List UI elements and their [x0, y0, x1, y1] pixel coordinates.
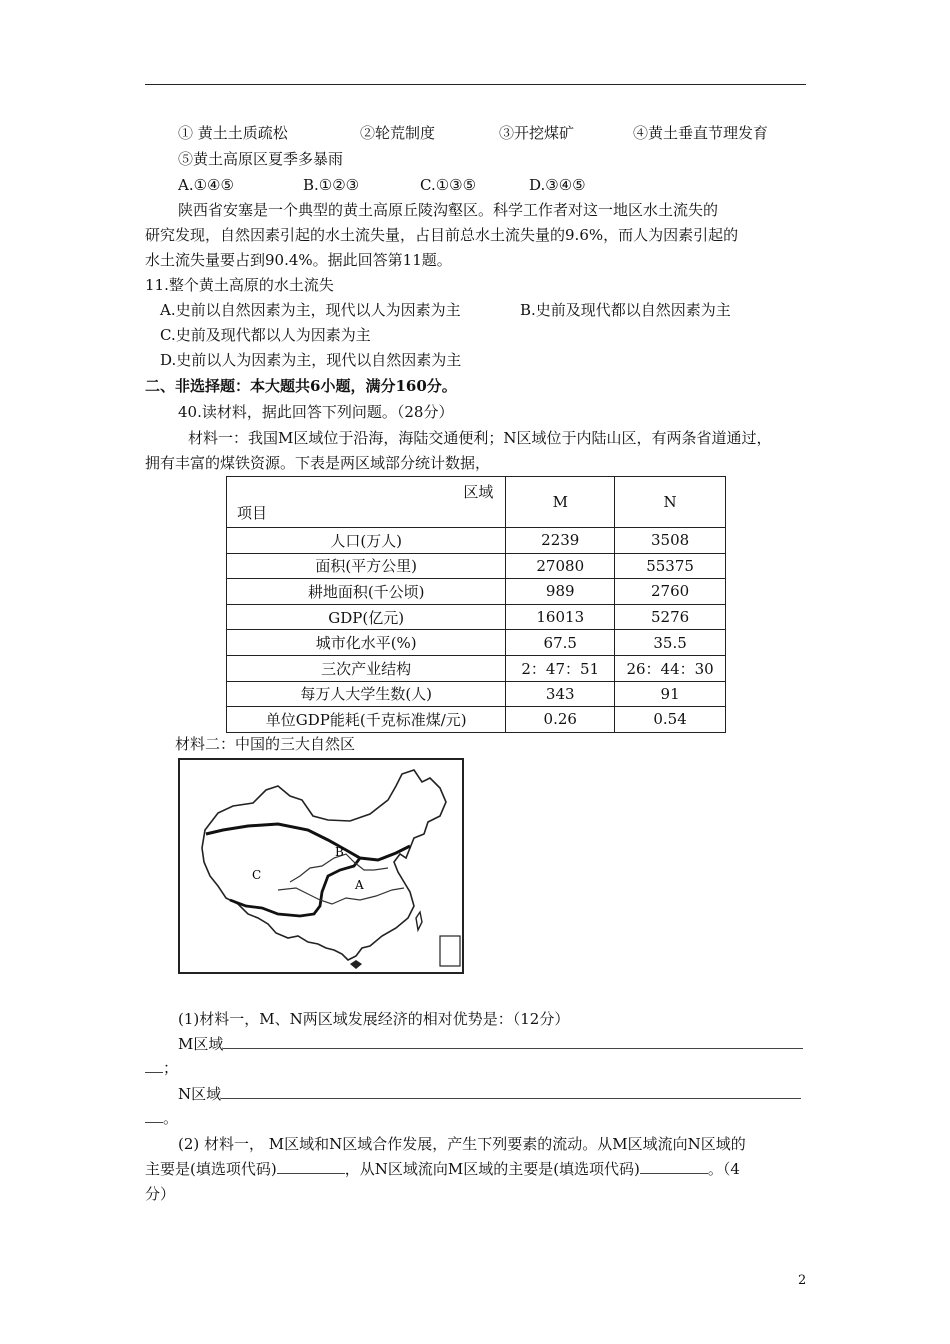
n-to-m-blank[interactable] [640, 1173, 708, 1174]
china-natural-regions-map [178, 758, 464, 974]
row-label: GDP(亿元) [227, 604, 506, 630]
q11-choice-a: A.史前以自然因素为主，现代以人为因素为主 [160, 301, 461, 319]
row-label: 城市化水平(%) [227, 630, 506, 656]
q11-choice-d: D.史前以人为因素为主，现代以自然因素为主 [160, 351, 462, 369]
row-label: 人口(万人) [227, 528, 506, 554]
sub2-line-2 [145, 1159, 740, 1179]
section-heading: 二、非选择题：本大题共6小题，满分160分。 [145, 377, 457, 395]
sub1-n-label: N区域 [178, 1085, 222, 1103]
sub2-text-a: 主要是(填选项代码) [145, 1160, 277, 1178]
cell-m: 989 [506, 579, 615, 605]
cell-n: 91 [615, 681, 726, 707]
cell-n: 0.54 [615, 707, 726, 733]
cell-n: 26：44：30 [615, 655, 726, 681]
sub2-line-1: (2) 材料一， M区域和N区域合作发展，产生下列要素的流动。从M区域流向N区域的 [178, 1135, 746, 1153]
n-answer-blank-cont[interactable] [145, 1122, 163, 1123]
sub1-m-line-end [145, 1058, 178, 1078]
row-label: 单位GDP能耗(千克标准煤/元) [227, 707, 506, 733]
q10-choice-d: D.③④⑤ [529, 176, 586, 194]
sub2-text-c: 。（4 [707, 1160, 740, 1178]
q10-choice-a: A.①④⑤ [178, 176, 234, 194]
material1-line-1: 材料一：我国M区域位于沿海，海陆交通便利；N区域位于内陆山区，有两条省道通过， [188, 429, 772, 447]
material2-title: 材料二：中国的三大自然区 [175, 735, 356, 753]
table-row [227, 655, 726, 681]
q10-option-1: ① 黄土土质疏松 [178, 124, 288, 142]
m-answer-blank-cont[interactable] [145, 1072, 163, 1073]
column-header-n: N [615, 477, 726, 528]
sub2-line-3: 分） [145, 1185, 176, 1203]
stats-table [226, 476, 726, 733]
cell-m: 16013 [506, 604, 615, 630]
table-row [227, 528, 726, 554]
cell-n: 35.5 [615, 630, 726, 656]
cell-m: 2：47：51 [506, 655, 615, 681]
table-row [227, 579, 726, 605]
corner-region-label: 区域 [463, 483, 494, 501]
cell-n: 55375 [615, 553, 726, 579]
table-row [227, 681, 726, 707]
table-header-row [227, 477, 726, 528]
cell-m: 2239 [506, 528, 615, 554]
cell-m: 67.5 [506, 630, 615, 656]
cell-m: 27080 [506, 553, 615, 579]
material1-line-2: 拥有丰富的煤铁资源。下表是两区域部分统计数据， [145, 454, 491, 472]
row-label: 每万人大学生数(人) [227, 681, 506, 707]
sub1-m-line [178, 1034, 803, 1054]
m-to-n-blank[interactable] [277, 1173, 345, 1174]
table-row [227, 630, 726, 656]
cell-m: 343 [506, 681, 615, 707]
q40-stem: 40.读材料，据此回答下列问题。（28分） [178, 403, 454, 421]
row-label: 三次产业结构 [227, 655, 506, 681]
q11-stem: 11.整个黄土高原的水土流失 [145, 276, 334, 294]
cell-n: 2760 [615, 579, 726, 605]
q11-choice-c: C.史前及现代都以人为因素为主 [160, 326, 371, 344]
header-rule [145, 84, 806, 85]
sub1-m-label: M区域 [178, 1035, 224, 1053]
row-label: 耕地面积(千公顷) [227, 579, 506, 605]
south-china-sea-inset [440, 936, 460, 966]
q10-option-3: ③开挖煤矿 [499, 124, 575, 142]
table-row [227, 707, 726, 733]
n-answer-blank[interactable] [221, 1098, 801, 1099]
row-label: 面积(平方公里) [227, 553, 506, 579]
column-header-m: M [506, 477, 615, 528]
cell-n: 3508 [615, 528, 726, 554]
q10-option-5: ⑤黄土高原区夏季多暴雨 [178, 150, 344, 168]
sub2-text-b: ，从N区域流向M区域的主要是(填选项代码) [344, 1160, 640, 1178]
page-number: 2 [798, 1273, 807, 1288]
q10-choice-b: B.①②③ [303, 176, 360, 194]
m-answer-blank[interactable] [223, 1048, 803, 1049]
sub1-n-end: 。 [163, 1109, 179, 1127]
map-label-a: A [355, 878, 364, 892]
passage-line-3: 水土流失量要占到90.4%。据此回答第11题。 [145, 251, 452, 269]
q10-choice-c: C.①③⑤ [420, 176, 477, 194]
sub1-n-line-end [145, 1108, 178, 1128]
table-corner-cell [227, 477, 506, 528]
map-label-c: C [252, 868, 262, 882]
map-label-b: B [335, 845, 344, 859]
q10-option-4: ④黄土垂直节理发育 [633, 124, 769, 142]
table-row [227, 553, 726, 579]
passage-line-1: 陕西省安塞是一个典型的黄土高原丘陵沟壑区。科学工作者对这一地区水土流失的 [178, 201, 719, 219]
sub1-stem: (1)材料一，M、N两区域发展经济的相对优势是：（12分） [178, 1010, 570, 1028]
sub1-m-end: ； [163, 1059, 179, 1077]
sub1-n-line [178, 1084, 801, 1104]
table-row [227, 604, 726, 630]
cell-n: 5276 [615, 604, 726, 630]
q10-option-2: ②轮荒制度 [360, 124, 436, 142]
corner-item-label: 项目 [237, 504, 268, 522]
passage-line-2: 研究发现，自然因素引起的水土流失量，占目前总水土流失量的9.6%，而人为因素引起的 [145, 226, 739, 244]
map-svg [178, 758, 464, 974]
q11-choice-b: B.史前及现代都以自然因素为主 [520, 301, 731, 319]
cell-m: 0.26 [506, 707, 615, 733]
